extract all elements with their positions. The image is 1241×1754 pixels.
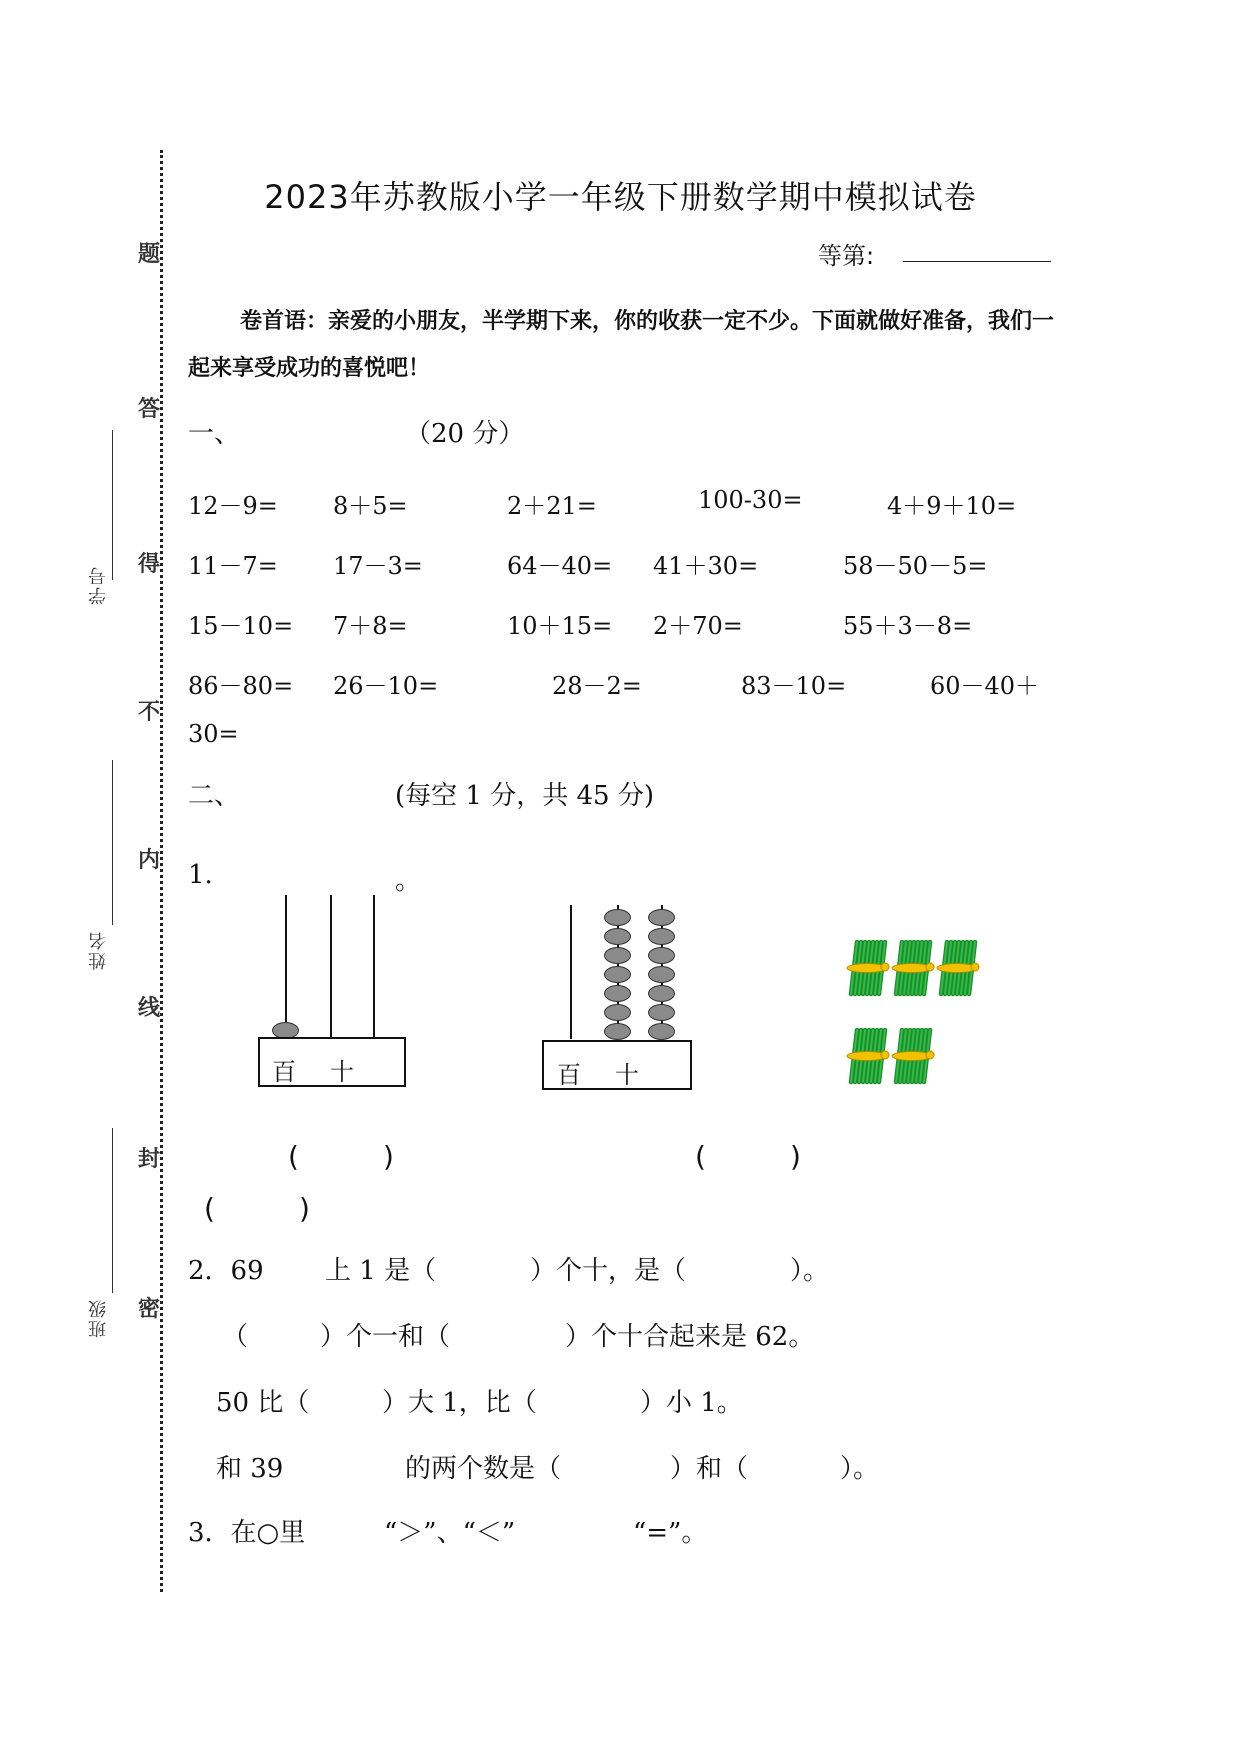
equation: 86－80= <box>188 672 294 700</box>
class-label: 班级 <box>88 1298 109 1338</box>
q1-number: 1. <box>188 860 213 890</box>
q3-equals: “=”。 <box>633 1518 708 1548</box>
student-id-line[interactable] <box>112 430 113 580</box>
equation: 4＋9＋10= <box>887 492 1017 520</box>
abacus-bead <box>648 985 675 1002</box>
q2-line1: ）。 <box>790 1256 830 1286</box>
name-line[interactable] <box>112 760 113 925</box>
abacus-bead <box>604 985 631 1002</box>
q2-line3: ）小 1。 <box>640 1388 743 1418</box>
seal-char: 不 <box>138 699 161 725</box>
stick-bundle <box>935 940 981 998</box>
seal-char: 得 <box>138 551 161 577</box>
seal-char: 答 <box>138 396 161 422</box>
abacus-bead <box>648 966 675 983</box>
q2-line1: 上 1 是（ <box>325 1256 437 1286</box>
abacus-bead <box>604 909 631 926</box>
q2-line2: ）个一和（ <box>320 1322 451 1352</box>
equation: 15－10= <box>188 612 294 640</box>
q2-line4: 和 39 <box>216 1454 284 1484</box>
abacus-label-hundreds: 百 <box>272 1058 296 1086</box>
equation: 58－50－5= <box>843 552 988 580</box>
equation: 28－2= <box>552 672 642 700</box>
equation: 41＋30= <box>653 552 759 580</box>
q1-end: 。 <box>395 866 422 896</box>
abacus-label-tens: 十 <box>330 1058 354 1086</box>
section2-number: 二、 <box>188 781 241 811</box>
q3-symbols: “＞”、“＜” <box>384 1518 516 1548</box>
answer-blank-3[interactable]: ( ) <box>204 1192 310 1225</box>
seal-char: 密 <box>138 1296 161 1322</box>
class-line[interactable] <box>112 1128 113 1293</box>
abacus-bead <box>604 1004 631 1021</box>
equation: 55＋3－8= <box>843 612 973 640</box>
equation: 2＋21= <box>507 492 597 520</box>
abacus-bead <box>604 947 631 964</box>
abacus-bead <box>648 928 675 945</box>
section1-points: （20 分） <box>405 419 525 449</box>
q2-line2: ）个十合起来是 62。 <box>565 1322 815 1352</box>
abacus-bead <box>604 966 631 983</box>
equation: 83－10= <box>741 672 847 700</box>
preface: 卷首语：亲爱的小朋友，半学期下来，你的收获一定不少。下面就做好准备，我们一起来享受成功的喜悦吧！ <box>188 308 1055 381</box>
q2-line3: ）大 1，比（ <box>382 1388 537 1418</box>
binding-dotted-line <box>160 150 163 1592</box>
stick-bundle <box>845 940 891 998</box>
abacus-bead <box>648 947 675 964</box>
abacus-rod <box>330 895 332 1037</box>
q2-line1: ）个十，是（ <box>530 1256 687 1286</box>
page-title: 2023年苏教版小学一年级下册数学期中模拟试卷 <box>264 178 977 216</box>
stick-bundle <box>890 940 936 998</box>
answer-blank-2[interactable]: ( ) <box>695 1140 801 1173</box>
equation: 12－9= <box>188 492 278 520</box>
q2-line4: ）和（ <box>670 1454 749 1484</box>
abacus-rod <box>373 895 375 1037</box>
student-id-label: 学号 <box>88 565 109 605</box>
seal-char: 题 <box>138 241 161 267</box>
equation: 8＋5= <box>333 492 408 520</box>
q2-line4: 的两个数是（ <box>405 1454 562 1484</box>
abacus-bead <box>648 909 675 926</box>
q2-line1: 2．69 <box>188 1256 264 1286</box>
rank-blank[interactable] <box>903 261 1051 262</box>
name-label: 姓名 <box>88 930 109 970</box>
q3-line: 3．在○里 <box>188 1518 306 1548</box>
stick-bundle <box>890 1028 936 1086</box>
rank-label: 等第: <box>818 242 875 270</box>
q2-line3: 50 比（ <box>216 1388 310 1418</box>
section2-points: (每空 1 分，共 45 分) <box>395 781 654 811</box>
q2-line2: （ <box>222 1322 249 1352</box>
abacus-bead <box>648 1023 675 1040</box>
equation: 2＋70= <box>653 612 743 640</box>
equation-wrap: 30= <box>188 720 239 748</box>
abacus-bead <box>604 928 631 945</box>
equation: 7＋8= <box>333 612 408 640</box>
seal-char: 线 <box>138 995 161 1021</box>
abacus-bead <box>648 1004 675 1021</box>
abacus-label-tens: 十 <box>615 1061 639 1089</box>
answer-blank-1[interactable]: ( ) <box>288 1140 394 1173</box>
equation: 100-30= <box>698 486 803 514</box>
seal-char: 封 <box>138 1146 161 1172</box>
equation: 10＋15= <box>507 612 613 640</box>
section1-number: 一、 <box>188 419 241 449</box>
abacus-label-hundreds: 百 <box>557 1061 581 1089</box>
equation: 60－40＋ <box>930 672 1040 700</box>
abacus-rod <box>285 895 287 1037</box>
seal-char: 内 <box>138 847 161 873</box>
stick-bundle <box>845 1028 891 1086</box>
abacus-bead <box>604 1023 631 1040</box>
q2-line4: ）。 <box>840 1454 880 1484</box>
equation: 26－10= <box>333 672 439 700</box>
equation: 11－7= <box>188 552 278 580</box>
equation: 64－40= <box>507 552 613 580</box>
equation: 17－3= <box>333 552 423 580</box>
abacus-rod <box>570 905 572 1039</box>
